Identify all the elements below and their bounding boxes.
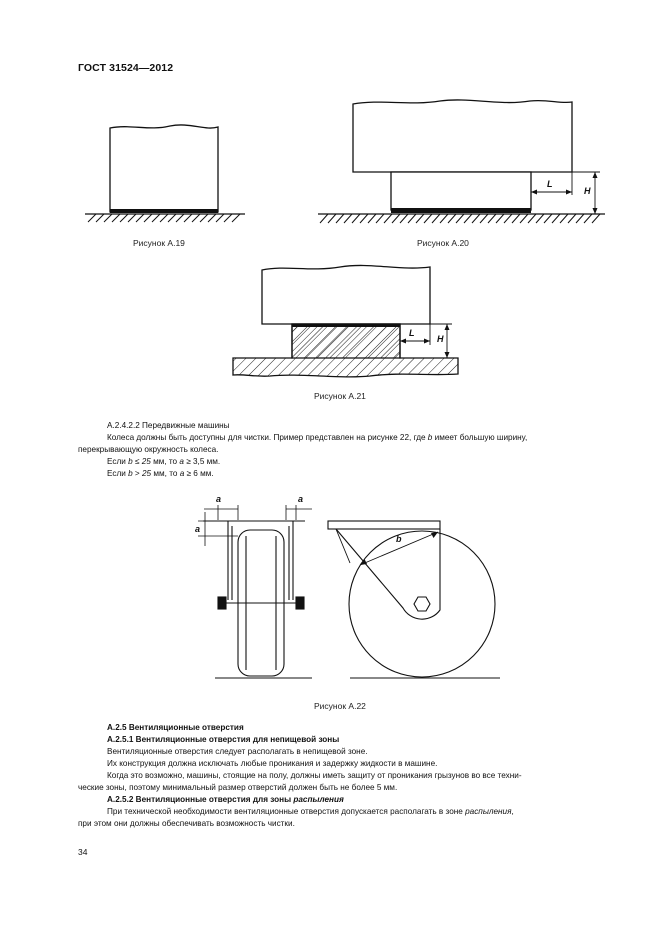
figure-a22-label-b: b <box>396 534 402 544</box>
figure-a22-label-a-vertical: a <box>195 524 201 534</box>
figure-a21-drawing <box>233 265 458 376</box>
section-a2422-condition-1: Если b ≤ 25 мм, то a ≥ 3,5 мм. <box>107 457 221 466</box>
section-a2422-paragraph-line1: Колеса должны быть доступны для чистки. Пример представлен на рисунке 22, где b имеет большую ширину, <box>107 433 528 442</box>
figure-a22-label-a-left: a <box>216 494 222 504</box>
section-a2422-condition-2: Если b > 25 мм, то a ≥ 6 мм. <box>107 469 214 478</box>
figure-a21-label-l: L <box>409 328 415 338</box>
section-a251-paragraph-1: Вентиляционные отверстия следует располагать в непищевой зоне. <box>107 747 368 756</box>
figure-a22-caption: Рисунок А.22 <box>314 701 366 711</box>
section-a25-heading: А.2.5 Вентиляционные отверстия <box>107 723 244 732</box>
figure-a22-label-a-right: a <box>298 494 304 504</box>
section-a252-paragraph-line2: при этом они должны обеспечивать возможность чистки. <box>78 819 295 828</box>
section-a2422-paragraph-line2: перекрывающую окружность колеса. <box>78 445 219 454</box>
figure-a21-caption: Рисунок А.21 <box>314 391 366 401</box>
figure-a20-label-l: L <box>547 179 553 189</box>
figure-a22-side-view <box>328 521 500 678</box>
section-a252-paragraph-line1: При технической необходимости вентиляционные отверстия допускается располагать в зоне распыления, <box>107 807 514 816</box>
figure-a20-label-h: H <box>584 186 591 196</box>
section-a251-paragraph-2: Их конструкция должна исключать любые проникания и задержку жидкости в машине. <box>107 759 438 768</box>
figure-a22-front-view <box>198 505 312 678</box>
figure-a19-caption: Рисунок А.19 <box>133 238 185 248</box>
section-a252-heading: А.2.5.2 Вентиляционные отверстия для зоны распыления <box>107 795 344 804</box>
figure-a21-label-h: H <box>437 334 444 344</box>
page-number: 34 <box>78 847 88 857</box>
section-a251-paragraph-3-line2: ческие зоны, поэтому минимальный размер отверстий должен быть не более 5 мм. <box>78 783 398 792</box>
section-a2422-heading: А.2.4.2.2 Передвижные машины <box>107 421 230 430</box>
section-a251-paragraph-3-line1: Когда это возможно, машины, стоящие на полу, должны иметь защиту от проникания грызунов во все техни- <box>107 771 522 780</box>
figure-a19-drawing <box>85 125 245 222</box>
document-standard-header: ГОСТ 31524—2012 <box>78 62 174 74</box>
section-a251-heading: А.2.5.1 Вентиляционные отверстия для непищевой зоны <box>107 735 340 744</box>
figure-a20-caption: Рисунок А.20 <box>417 238 469 248</box>
figure-a20-drawing <box>318 100 605 223</box>
